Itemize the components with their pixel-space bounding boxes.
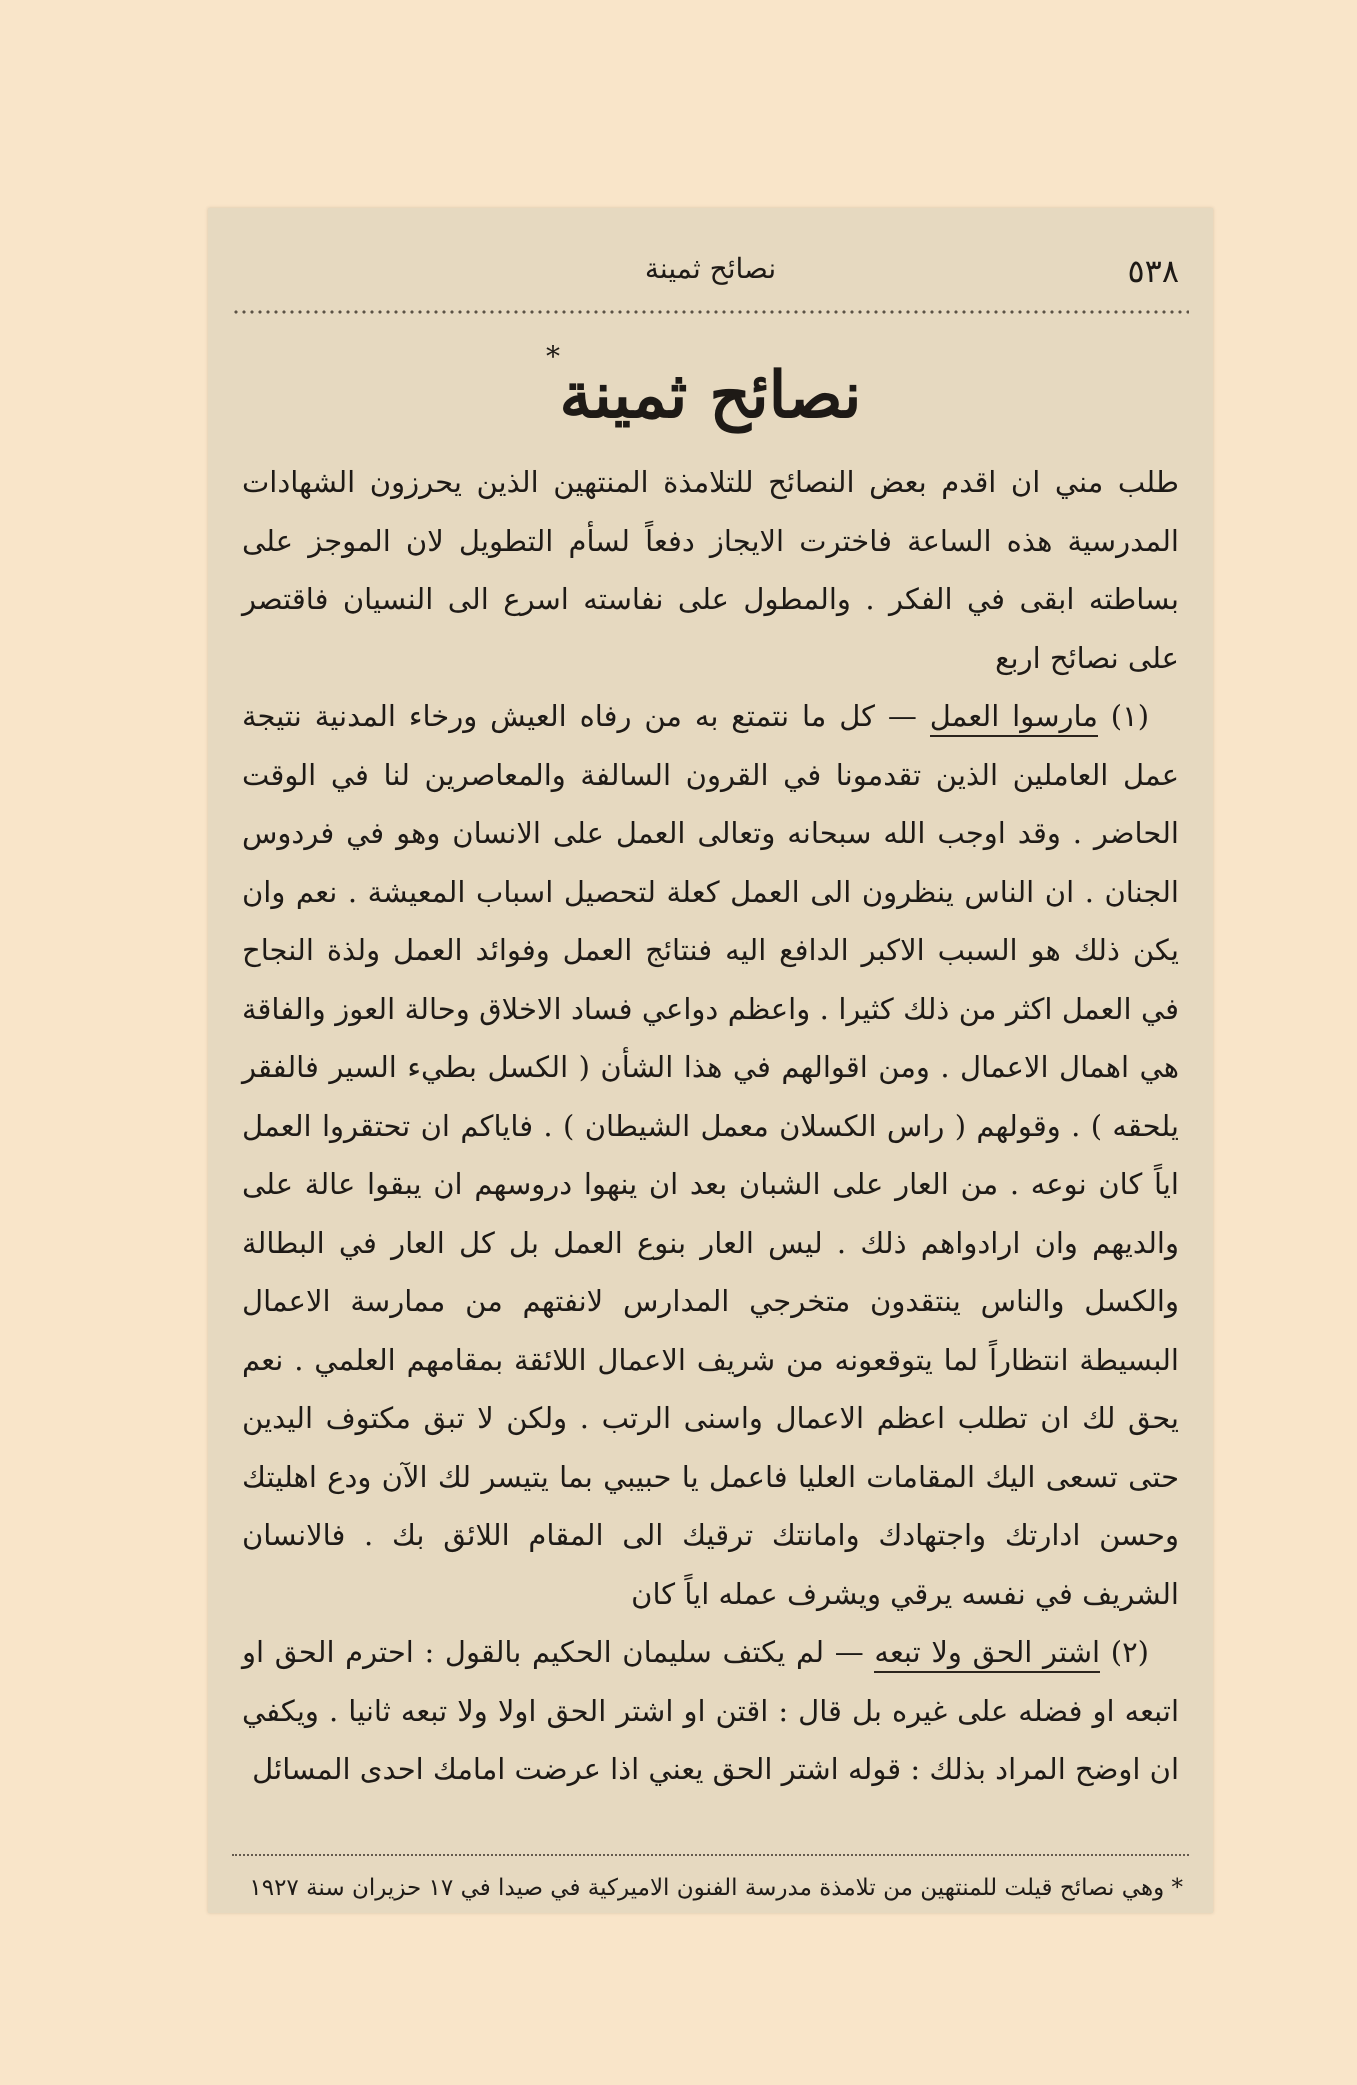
running-title: نصائح ثمينة (644, 252, 777, 285)
footnote: * وهي نصائح قيلت للمنتهين من تلامذة مدرسة الفنون الاميركية في صيدا في ١٧ حزيران سنة ١٩٢٧ (249, 1875, 1183, 1901)
article-body (242, 453, 1179, 1799)
point-1-text: — كل ما نتمتع به من رفاه العيش ورخاء المدنية نتيجة عمل العاملين الذين تقدمونا في القرون السالفة والمعاصرين لنا في الوقت الحاضر . وقد اوجب الله سبحانه وتعالى العمل على الانسان وهو في فردوس الجنان . ان الناس ينظرون الى العمل كعلة لتحصيل اسباب المعيشة . نعم وان يكن ذلك هو السبب الاكبر الدافع اليه فنتائج العمل وفوائد العمل ولذة النجاح في العمل اكثر من ذلك كثيرا . واعظم دواعي فساد الاخلاق وحالة العوز والفاقة هي اهمال الاعمال . ومن اقوالهم في هذا الشأن ( الكسل بطيء السير فالفقر يلحقه ) . وقولهم ( راس الكسلان معمل الشيطان ) . فاياكم ان تحتقروا العمل اياً كان نوعه . من العار على الشبان بعد ان ينهوا دروسهم ان يبقوا عالة على والديهم وان ارادواهم ذلك . ليس العار بنوع العمل بل كل العار في البطالة والكسل والناس ينتقدون متخرجي المدارس لانفتهم من ممارسة الاعمال البسيطة انتظاراً لما يتوقعونه من شريف الاعمال اللائقة بمقامهم العلمي . نعم يحق لك ان تطلب اعظم الاعمال واسنى الرتب . ولكن لا تبق مكتوف اليدين حتى تسعى اليك المقامات العليا فاعمل يا حبيبي بما يتيسر لك الآن ودع اهليتك وحسن ادارتك واجتهادك وامانتك ترقيك الى المقام اللائق بك . فالانسان الشريف في نفسه يرقي ويشرف عمله اياً كان (242, 699, 1179, 1611)
page-number: ٥٣٨ (1127, 252, 1179, 290)
intro-paragraph: طلب مني ان اقدم بعض النصائح للتلامذة المنتهين الذين يحرزون الشهادات المدرسية هذه الساعة فاخترت الايجاز دفعاً لسأم التطويل لان الموجز على بساطته ابقى في الفكر . والمطول على نفاسته اسرع الى النسيان فاقتصر على نصائح اربع (242, 465, 1179, 675)
article-title: نصائح ثمينة (559, 358, 862, 433)
header-rule (232, 308, 1189, 316)
point-1-number: (١) (1110, 699, 1150, 733)
point-1-paragraph (242, 687, 1179, 1623)
point-2-heading: اشتر الحق ولا تبعه (874, 1635, 1100, 1673)
title-footnote-mark: * (546, 340, 560, 373)
running-head (232, 246, 1189, 296)
point-2-number: (٢) (1110, 1635, 1149, 1669)
book-page (208, 208, 1213, 1913)
point-2-text: — لم يكتف سليمان الحكيم بالقول : احترم الحق او اتبعه او فضله على غيره بل قال : اقتن او اشتر الحق اولا ولا تبعه ثانيا . ويكفي ان اوضح المراد بذلك : قوله اشتر الحق يعني اذا عرضت امامك احدى المسائل (242, 1635, 1179, 1786)
footnote-rule (232, 1854, 1189, 1858)
point-1-heading: مارسوا العمل (930, 699, 1098, 737)
point-2-paragraph (242, 1623, 1179, 1799)
